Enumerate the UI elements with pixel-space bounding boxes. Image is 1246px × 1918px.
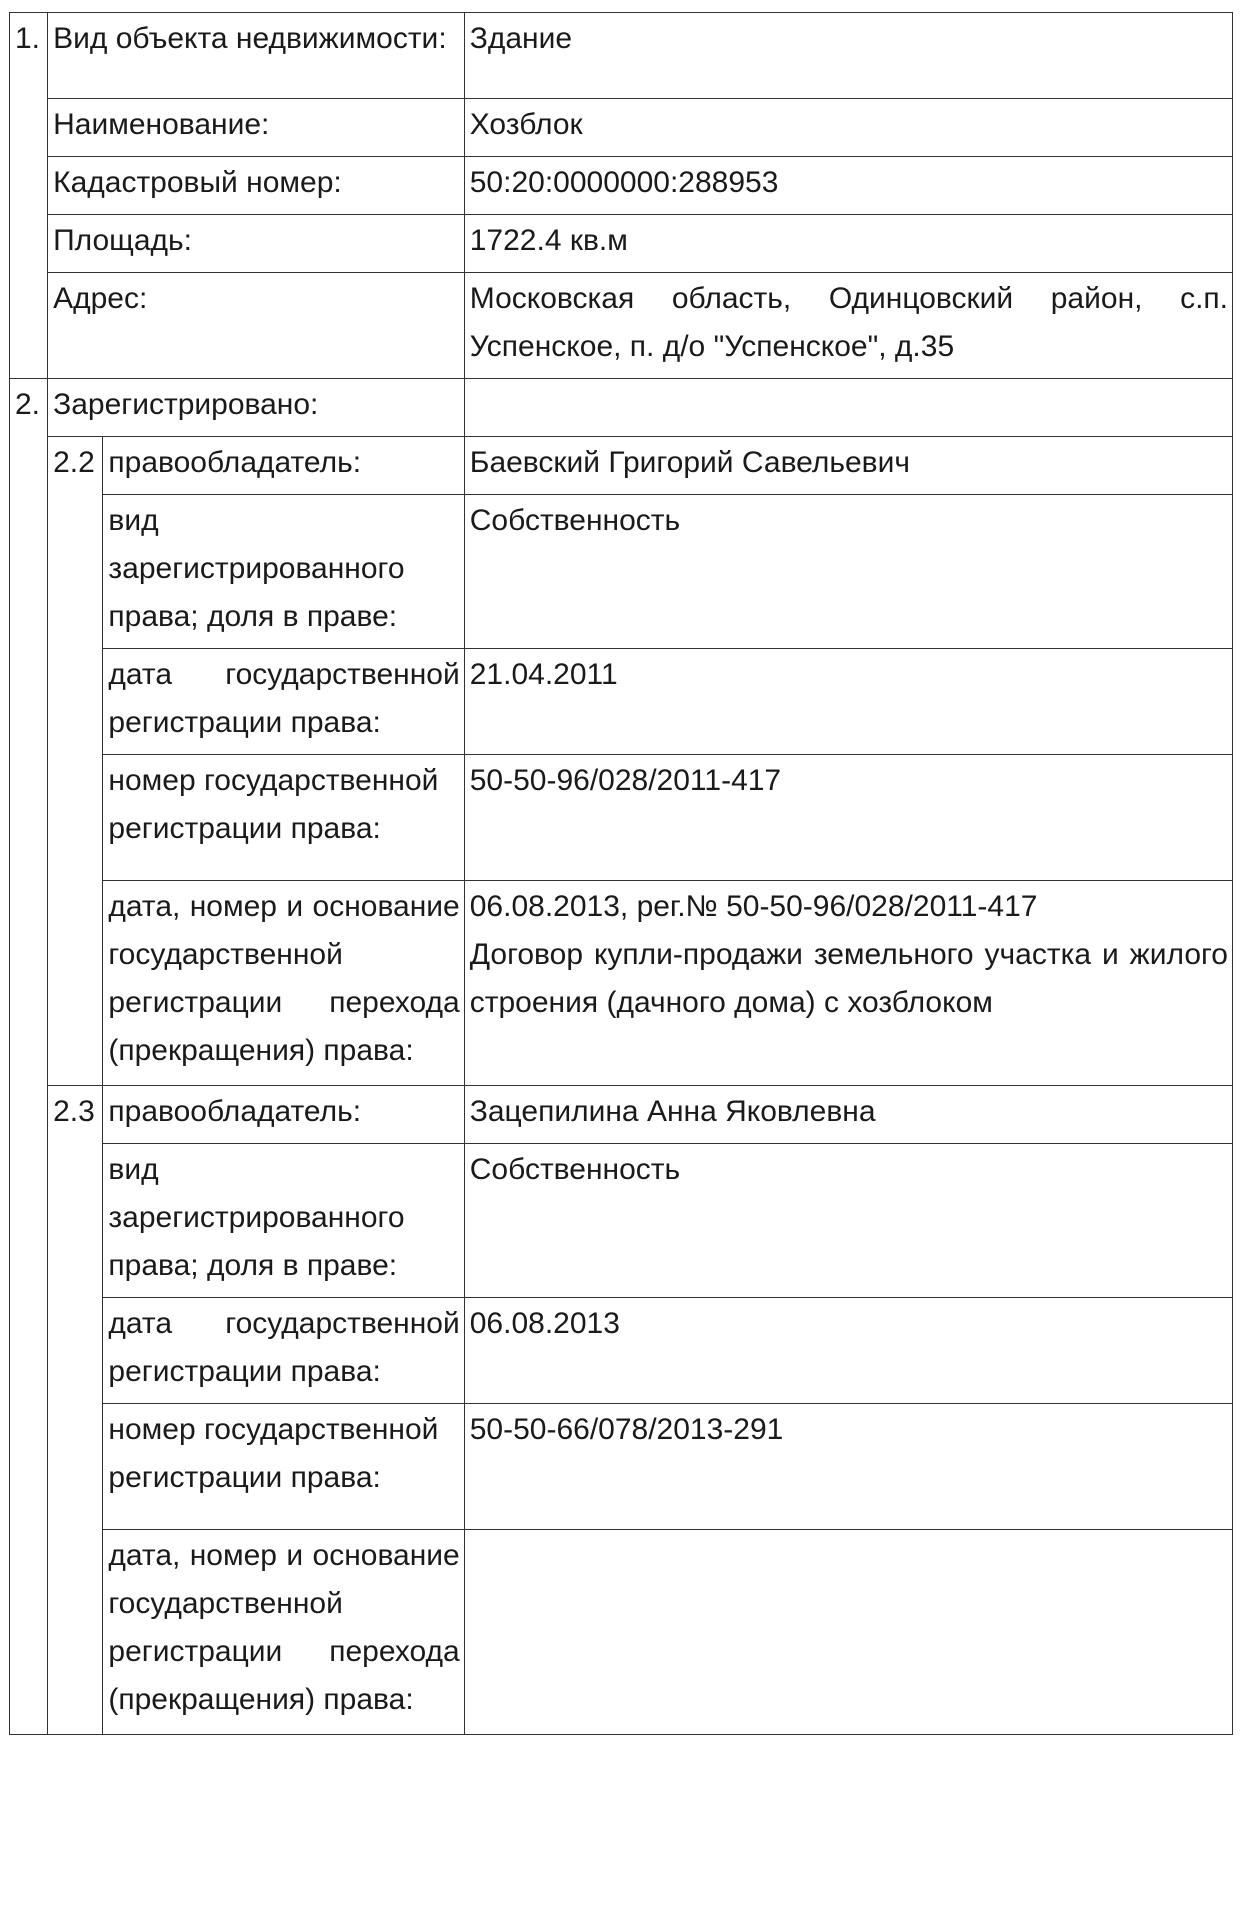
table-row bbox=[10, 157, 1233, 215]
holder-value: Зацепилина Анна Яковлевна bbox=[464, 1086, 1232, 1144]
table-row bbox=[10, 755, 1233, 881]
reg-date-value: 21.04.2011 bbox=[464, 649, 1232, 755]
registered-value bbox=[464, 379, 1232, 437]
right-type-value: Собственность bbox=[464, 1144, 1232, 1298]
table-row bbox=[10, 1086, 1233, 1144]
table-row bbox=[10, 13, 1233, 99]
table-row bbox=[10, 215, 1233, 273]
registry-extract-table bbox=[9, 12, 1233, 1735]
transfer-value-line2: Договор купли-продажи земельного участка и жилого строения (дачного дома) с хозблоком bbox=[469, 938, 1228, 1019]
table-row bbox=[10, 1144, 1233, 1298]
area-label: Площадь: bbox=[48, 215, 465, 273]
table-row bbox=[10, 437, 1233, 495]
address-value: Московская область, Одинцовский район, с.п. Успенское, п. д/о "Успенское", д.35 bbox=[464, 273, 1232, 379]
holder-number: 2.2 bbox=[48, 437, 103, 1086]
transfer-value bbox=[464, 881, 1232, 1086]
reg-date-label: дата государственной регистрации права: bbox=[103, 1298, 464, 1404]
reg-number-value: 50-50-96/028/2011-417 bbox=[464, 755, 1232, 881]
name-label: Наименование: bbox=[48, 99, 465, 157]
holder-number: 2.3 bbox=[48, 1086, 103, 1735]
reg-number-label: номер государственной регистрации права: bbox=[103, 755, 464, 881]
table-row bbox=[10, 495, 1233, 649]
area-value: 1722.4 кв.м bbox=[464, 215, 1232, 273]
reg-date-label: дата государственной регистрации права: bbox=[103, 649, 464, 755]
transfer-value bbox=[464, 1530, 1232, 1735]
right-type-label: вид зарегистрированного права; доля в праве: bbox=[103, 495, 464, 649]
holder-label: правообладатель: bbox=[103, 437, 464, 495]
property-type-value: Здание bbox=[464, 13, 1232, 99]
right-type-label: вид зарегистрированного права; доля в праве: bbox=[103, 1144, 464, 1298]
transfer-label: дата, номер и основание государственной регистрации перехода (прекращения) права: bbox=[103, 1530, 464, 1735]
name-value: Хозблок bbox=[464, 99, 1232, 157]
address-label: Адрес: bbox=[48, 273, 465, 379]
reg-number-value: 50-50-66/078/2013-291 bbox=[464, 1404, 1232, 1530]
cadastral-number-label: Кадастровый номер: bbox=[48, 157, 465, 215]
transfer-label: дата, номер и основание государственной регистрации перехода (прекращения) права: bbox=[103, 881, 464, 1086]
table-row bbox=[10, 99, 1233, 157]
right-type-value: Собственность bbox=[464, 495, 1232, 649]
reg-date-value: 06.08.2013 bbox=[464, 1298, 1232, 1404]
table-row bbox=[10, 273, 1233, 379]
section-number: 1. bbox=[10, 13, 48, 379]
table-row bbox=[10, 649, 1233, 755]
property-type-label: Вид объекта недвижимости: bbox=[48, 13, 465, 99]
table-row bbox=[10, 1298, 1233, 1404]
transfer-value-line1: 06.08.2013, рег.№ 50-50-96/028/2011-417 bbox=[469, 890, 1038, 923]
table-row bbox=[10, 881, 1233, 1086]
holder-value: Баевский Григорий Савельевич bbox=[464, 437, 1232, 495]
section-number: 2. bbox=[10, 379, 48, 1735]
reg-number-label: номер государственной регистрации права: bbox=[103, 1404, 464, 1530]
table-row bbox=[10, 379, 1233, 437]
table-row bbox=[10, 1530, 1233, 1735]
registered-label: Зарегистрировано: bbox=[48, 379, 465, 437]
cadastral-number-value: 50:20:0000000:288953 bbox=[464, 157, 1232, 215]
holder-label: правообладатель: bbox=[103, 1086, 464, 1144]
table-row bbox=[10, 1404, 1233, 1530]
